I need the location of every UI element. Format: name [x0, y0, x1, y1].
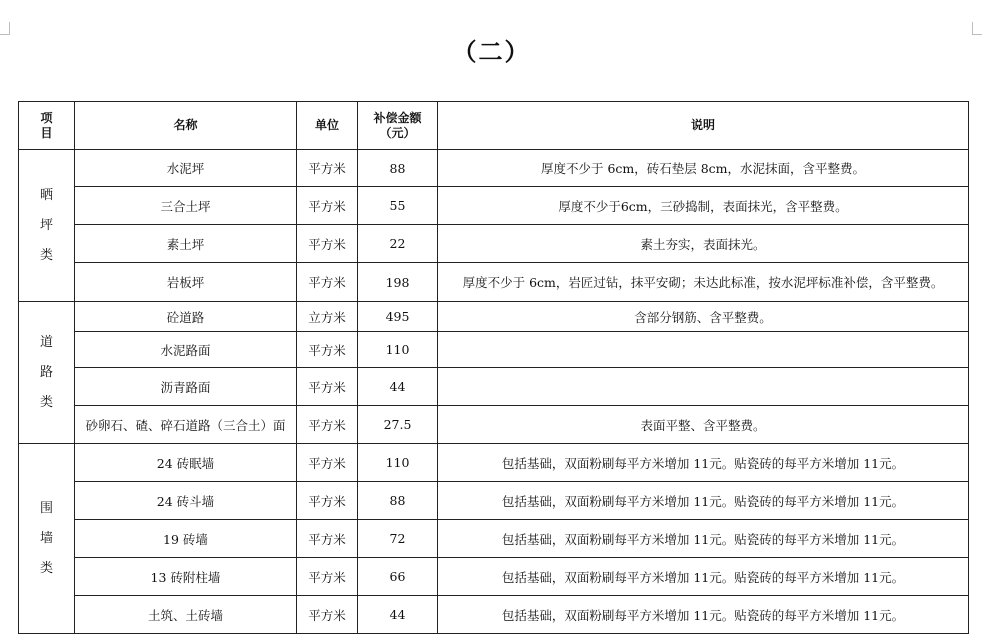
item-note: 包括基础，双面粉刷每平方米增加 11元。贴瓷砖的每平方米增加 11元。	[438, 444, 969, 482]
table-row	[19, 368, 969, 406]
item-name: 24 砖斗墙	[75, 482, 297, 520]
header-category: 项目	[19, 102, 75, 150]
item-name: 水泥路面	[75, 332, 297, 368]
item-unit: 平方米	[297, 520, 358, 558]
table-header-row	[19, 102, 969, 150]
section-title: （二）	[452, 38, 531, 66]
table-row	[19, 332, 969, 368]
item-amount: 44	[358, 596, 438, 634]
category-cell: 晒坪类	[19, 150, 75, 302]
item-note	[438, 332, 969, 368]
item-note: 包括基础，双面粉刷每平方米增加 11元。贴瓷砖的每平方米增加 11元。	[438, 520, 969, 558]
item-amount: 44	[358, 368, 438, 406]
item-amount: 55	[358, 187, 438, 225]
item-unit: 平方米	[297, 150, 358, 187]
item-note: 包括基础，双面粉刷每平方米增加 11元。贴瓷砖的每平方米增加 11元。	[438, 596, 969, 634]
item-name: 19 砖墙	[75, 520, 297, 558]
header-note: 说明	[438, 102, 969, 150]
item-name: 土筑、土砖墙	[75, 596, 297, 634]
item-amount: 88	[358, 150, 438, 187]
item-unit: 平方米	[297, 596, 358, 634]
item-name: 24 砖眠墙	[75, 444, 297, 482]
item-unit: 平方米	[297, 482, 358, 520]
item-note: 厚度不少于 6cm，砖石垫层 8cm，水泥抹面，含平整费。	[438, 150, 969, 187]
table-row	[19, 596, 969, 634]
compensation-table	[18, 101, 969, 634]
item-name: 13 砖附柱墙	[75, 558, 297, 596]
item-name: 岩板坪	[75, 263, 297, 302]
item-unit: 平方米	[297, 263, 358, 302]
category-cell: 道路类	[19, 302, 75, 444]
item-unit: 平方米	[297, 225, 358, 263]
table-row	[19, 302, 969, 332]
header-name: 名称	[75, 102, 297, 150]
item-note: 素土夯实，表面抹光。	[438, 225, 969, 263]
item-note: 厚度不少于6cm，三砂捣制，表面抹光，含平整费。	[438, 187, 969, 225]
table-row	[19, 520, 969, 558]
item-amount: 27.5	[358, 406, 438, 444]
item-amount: 22	[358, 225, 438, 263]
item-unit: 立方米	[297, 302, 358, 332]
item-note: 包括基础，双面粉刷每平方米增加 11元。贴瓷砖的每平方米增加 11元。	[438, 482, 969, 520]
item-name: 砂卵石、碴、碎石道路（三合土）面	[75, 406, 297, 444]
item-amount: 88	[358, 482, 438, 520]
header-amount: 补偿金额（元）	[358, 102, 438, 150]
item-name: 三合土坪	[75, 187, 297, 225]
item-amount: 495	[358, 302, 438, 332]
item-note: 表面平整、含平整费。	[438, 406, 969, 444]
table-row	[19, 225, 969, 263]
table-row	[19, 150, 969, 187]
item-name: 沥青路面	[75, 368, 297, 406]
header-unit: 单位	[297, 102, 358, 150]
table-row	[19, 406, 969, 444]
item-note	[438, 368, 969, 406]
item-unit: 平方米	[297, 558, 358, 596]
item-unit: 平方米	[297, 187, 358, 225]
item-amount: 72	[358, 520, 438, 558]
item-amount: 198	[358, 263, 438, 302]
item-unit: 平方米	[297, 368, 358, 406]
item-name: 砼道路	[75, 302, 297, 332]
item-note: 厚度不少于 6cm，岩匠过钻，抹平安砌；未达此标准，按水泥坪标准补偿，含平整费。	[438, 263, 969, 302]
item-amount: 66	[358, 558, 438, 596]
table-row	[19, 558, 969, 596]
table-row	[19, 444, 969, 482]
item-unit: 平方米	[297, 332, 358, 368]
category-cell: 围墙类	[19, 444, 75, 634]
table-row	[19, 482, 969, 520]
item-note: 包括基础，双面粉刷每平方米增加 11元。贴瓷砖的每平方米增加 11元。	[438, 558, 969, 596]
item-name: 素土坪	[75, 225, 297, 263]
table-row	[19, 263, 969, 302]
item-unit: 平方米	[297, 444, 358, 482]
item-note: 含部分钢筋、含平整费。	[438, 302, 969, 332]
table-row	[19, 187, 969, 225]
item-amount: 110	[358, 444, 438, 482]
item-name: 水泥坪	[75, 150, 297, 187]
item-unit: 平方米	[297, 406, 358, 444]
item-amount: 110	[358, 332, 438, 368]
